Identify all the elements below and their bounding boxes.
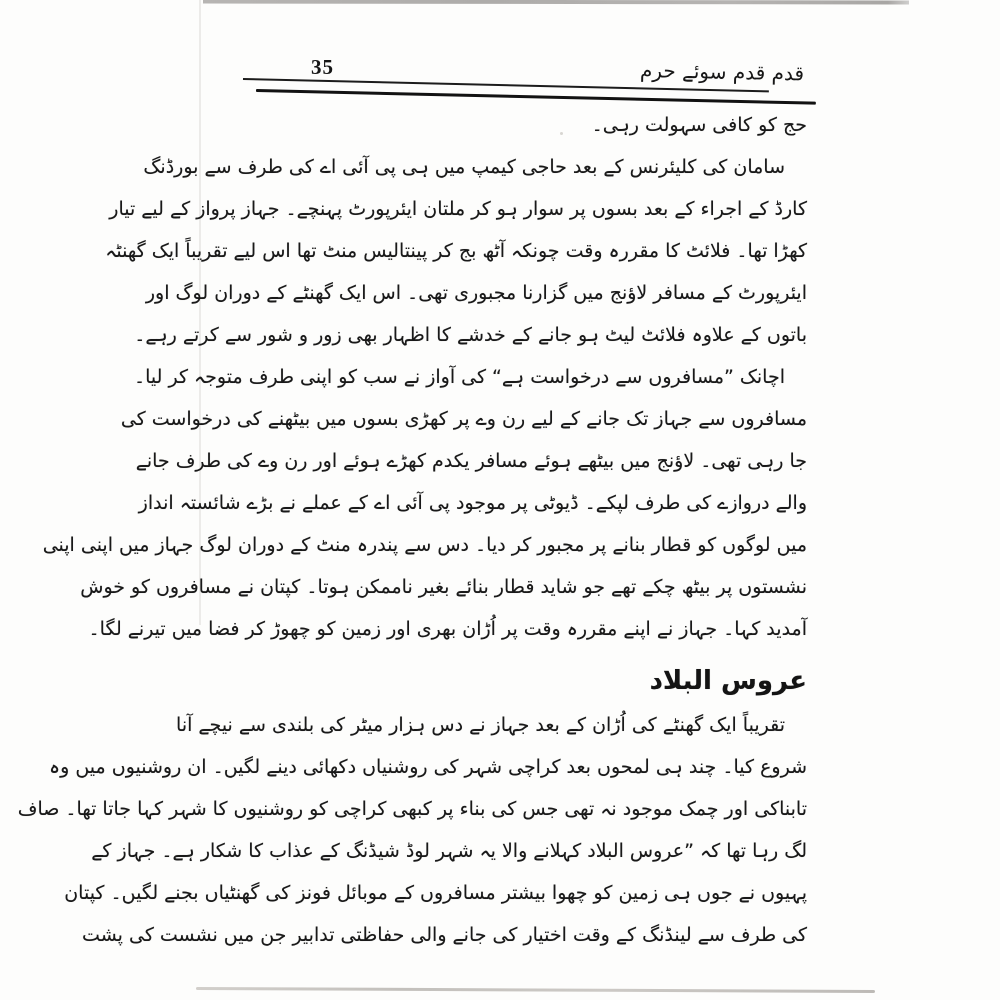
page-text	[17, 104, 807, 956]
running-title: قدم قدم سوئے حرم	[639, 58, 805, 86]
text-line: والے دروازے کی طرف لپکے۔ ڈیوٹی پر موجود پی آئی اے کے عملے نے بڑے شائستہ انداز	[138, 492, 807, 514]
text-line: حج کو کافی سہولت رہی۔	[591, 114, 807, 136]
text-line: باتوں کے علاوہ فلائٹ لیٹ ہو جانے کے خدشے کا اظہار بھی زور و شور سے کرتے رہے۔	[134, 324, 807, 346]
text-line: تقریباً ایک گھنٹے کی اُڑان کے بعد جہاز نے دس ہزار میٹر کی بلندی سے نیچے آنا	[176, 714, 785, 736]
text-line: اچانک ”مسافروں سے درخواست ہے“ کی آواز نے سب کو اپنی طرف متوجہ کر لیا۔	[134, 366, 785, 388]
text-line: سامان کی کلیئرنس کے بعد حاجی کیمپ میں ہی پی آئی اے کی طرف سے بورڈنگ	[143, 156, 785, 178]
text-line: آمدید کہا۔ جہاز نے اپنے مقررہ وقت پر اُڑان بھری اور زمین کو چھوڑ کر فضا میں تیرنے لگا۔	[88, 618, 807, 640]
text-line: شروع کیا۔ چند ہی لمحوں بعد کراچی شہر کی روشنیاں دکھائی دینے لگیں۔ ان روشنیوں میں وہ	[48, 756, 807, 778]
text-line: لگ رہا تھا کہ ”عروس البلاد کہلانے والا یہ شہر لوڈ شیڈنگ کے عذاب کا شکار ہے۔ جہاز کے	[91, 840, 807, 862]
scan-edge-bottom	[196, 987, 875, 993]
text-line: تابناکی اور چمک موجود نہ تھی جس کی بناء پر کبھی کراچی کو روشنیوں کا شہر کہا جاتا تھا۔ صاف	[17, 798, 807, 820]
scan-edge-top	[203, 0, 909, 4]
text-line: نشستوں پر بیٹھ چکے تھے جو شاید قطار بنائے بغیر ناممکن ہوتا۔ کپتان نے مسافروں کو خوش	[80, 576, 807, 598]
text-line: کی طرف سے لینڈنگ کے وقت اختیار کی جانے والی حفاظتی تدابیر جن میں نشست کی پشت	[82, 924, 807, 946]
page-number: 35	[311, 55, 334, 79]
text-line: جا رہی تھی۔ لاؤنج میں بیٹھے ہوئے مسافر یکدم کھڑے ہوئے اور رن وے کی طرف جانے	[135, 450, 807, 472]
text-line: پہیوں نے جوں ہی زمین کو چھوا بیشتر مسافروں کے موبائل فونز کی گھنٹیاں بجنے لگیں۔ کپتان	[64, 882, 807, 904]
text-line: ایئرپورٹ کے مسافر لاؤنج میں گزارنا مجبوری تھی۔ اس ایک گھنٹے کے دوران لوگ اور	[145, 282, 807, 304]
text-line: مسافروں سے جہاز تک جانے کے لیے رن وے پر کھڑی بسوں میں بیٹھنے کی درخواست کی	[120, 408, 807, 430]
text-line: کارڈ کے اجراء کے بعد بسوں پر سوار ہو کر ملتان ایئرپورٹ پہنچے۔ جہاز پرواز کے لیے تیار	[109, 198, 807, 220]
section-heading: عروس البلاد	[649, 666, 807, 696]
text-line: کھڑا تھا۔ فلائٹ کا مقررہ وقت چونکہ آٹھ بج کر پینتالیس منٹ تھا اس لیے تقریباً ایک گھنٹہ	[105, 240, 807, 262]
text-line: میں لوگوں کو قطار بنانے پر مجبور کر دیا۔ دس سے پندرہ منٹ کے دوران لوگ جہاز میں اپنی اپنی	[42, 534, 807, 556]
